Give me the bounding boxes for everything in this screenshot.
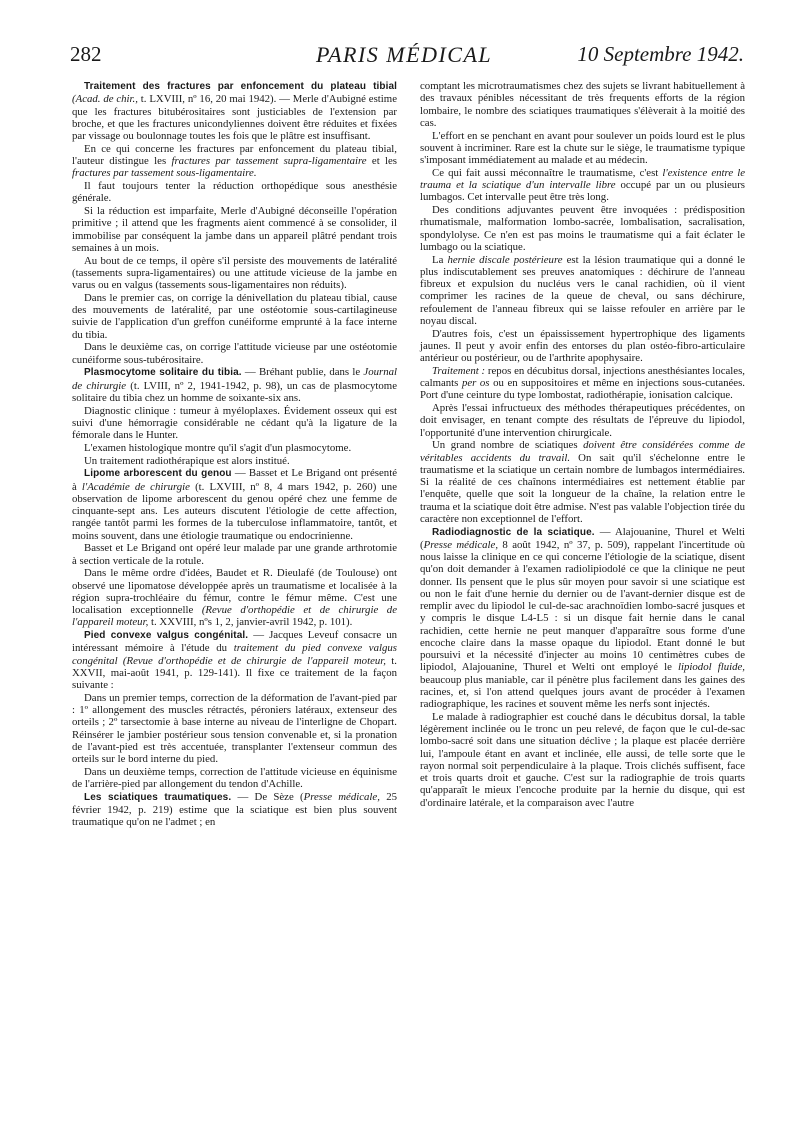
paragraph-text: Dans le deuxième cas, on corrige l'attitude vicieuse par une ostéotomie cunéiforme sous-tubérositaire. [72,341,397,366]
paragraph-text: Dans le même ordre d'idées, Baudet et R. Dieulafé (de Toulouse) ont observé une lipomatose développée après un traumatisme et localisée à la région suprа-trochléaire du fémur, contre le fémur même. C'est une localisation exceptionnelle [72,567,397,616]
paragraph [420,204,745,253]
paragraph [420,80,745,129]
section-heading: Pied convexe valgus congénital. [84,630,249,641]
paragraph [72,692,397,766]
paragraph [72,80,397,142]
paragraph-text: est la lésion traumatique qui a donné le plus indiscutablement ses preuves anatomiques : déchirure de l'anneau fibreux et expulsion du nucléus vers le canal rachidien, où il vient comprimer les racines de la queue de cheval, ou sans déchirure, refoulement de l'anneau fibreux qui se laisse refouler en arrière par le noyau discal. [420,253,745,327]
italic-text: (Revue d'orthopédie et de chirurgie de l'appareil moteur, [72,604,397,629]
journal-title: PARIS MÉDICAL [316,42,493,67]
paragraph-text: Dans un premier temps, correction de la déformation de l'avant-pied par : 1º allongement des muscles rétractés, péroniers latéraux, extenseur des orteils ; 2º tarsectomie à base interne au niveau de l'interligne de Chopart. Réinsérer le jambier postérieur sous tension convenable et, si la pronation de l'avant-pied est très accentuée, transplanter l'extenseur commun des orteils sur le bord interne du pied. [72,691,397,765]
paragraph-text: Dans le premier cas, on corrige la dénivellation du plateau tibial, cause des mouvements de latéralité, par une ostéotomie sous-cartilagineuse suivie de l'application d'un greffon cunéiforme emprunté à la face interne du tibia. [72,291,397,341]
paragraph-text: Il faut toujours tenter la réduction orthopédique sous anesthésie générale. [72,180,397,205]
paragraph-text: L'effort en se penchant en avant pour soulever un poids lourd est le plus souvent à incriminer. Rare est la chute sur le siège, le traumatisme typique s'imposant immédiatement au malade et au médecin. [420,129,745,166]
paragraph [72,467,397,542]
paragraph [72,180,397,205]
paragraph-text: Diagnostic clinique : tumeur à myéloplaxes. Évidement osseux qui est suivi d'une hémorragie considérable ne cédant qu'à la ligature de la fémorale dans le Hunter. [72,404,397,441]
paragraph-text: Si la réduction est imparfaite, Merle d'Aubigné déconseille l'opération primitive ; il attend que les fragments aient commencé à se consolider, il immobilise par conséquent la jambe dans un appareil plâtré pendant trois semaines à un mois. [72,205,397,254]
paragraph-text: — Basset et Le Brigand ont présenté à [72,467,397,493]
paragraph-text: t. XXVII, mai-août 1941, p. 129-141). Il fixe ce traitement de la façon suivante : [72,654,397,691]
left-column [72,80,397,829]
paragraph [72,766,397,791]
paragraph-text: (t. LXVIII, nº 8, 4 mars 1942, p. 260) une observation de lipome arborescent du genou opéré chez une femme de cinquante-sept ans. Les auteurs discutent l'étiologie de cette affection, rangée tantôt parmi les formes de la tuberculose inflammatoire, tantôt, et moins souvent, dans une étiologie traumatique ou endocrinienne. [72,480,397,542]
citation-source: l'Académie de chirurgie [81,480,190,493]
paragraph-text: Au bout de ce temps, il opère s'il persiste des mouvements de latéralité (tassements supra-ligamentaires) ou une attitude vicieuse de la jambe en varus ou en valgus (tassements sous-ligamentaires non réduits). [72,254,397,291]
paragraph [72,143,397,180]
paragraph [420,167,745,204]
paragraph [420,526,745,711]
paragraph [72,542,397,567]
paragraph-text: Dans un deuxième temps, correction de l'attitude vicieuse en équinisme de l'arrière-pied par allongement du tendon d'Achille. [72,765,397,790]
paragraph-text: t. LXVIII, nº 16, 20 mai 1942). — Merle d'Aubigné estime que les fractures bitubérositaires sont justiciables de l'extension par broche, et que les fractures unicondyliennes doivent être réduites et fixées par vissage ou boulonnage toutes les fois que le plâtre est insuffisant. [72,93,397,142]
paragraph-text: — Alajouanine, Thurel et Welti ( [420,525,745,551]
section-heading: Les sciatiques traumatiques. [84,791,232,803]
paragraph [420,439,745,525]
paragraph-text: — De Sèze ( [231,790,304,803]
paragraph-text: L'examen histologique montre qu'il s'agit d'un plasmocytome. [84,441,352,454]
paragraph [420,402,745,439]
issue-date: 10 Septembre 1942. [577,42,744,66]
paragraph-text: On sait qu'il s'échelonne entre le traumatisme et la sciatique un certain nombre de lumbagos intermédiaires. Si la réalité de ces chaînons intermédiaires est nettement établie par l'enquête, quelle que soit la longueur de la chaîne, la relation entre le trauma et la sciatique doit être admise. N'est pas valable l'objection tirée du caractère non exceptionnel de l'effort. [420,451,746,525]
paragraph-text: 25 février 1942, p. 219) estime que la sciatique est bien plus souvent traumatique qu'on ne l'admet ; en [72,790,397,829]
paragraph-text: Après l'essai infructueux des méthodes thérapeutiques précédentes, on doit envisager, en tenant compte des résultats de l'épreuve du lipiodol, l'opportunité d'une intervention chirurgicale. [420,402,745,439]
paragraph [72,292,397,341]
citation-source: Presse médicale, [423,538,499,551]
paragraph-text: En ce qui concerne les fractures par enfoncement du plateau tibial, l'auteur distingue les [72,142,397,167]
citation-source: traitement du pied convexe valgus congénital (Revue d'orthopédie et de chirurgie de l'appareil moteur, [72,642,397,667]
paragraph-text: occupé par un ou plusieurs lumbagos. Cet intervalle peut être très long. [420,179,745,204]
paragraph [72,341,397,366]
paragraph [72,791,397,829]
paragraph [72,567,397,628]
paragraph-text: Basset et Le Brigand ont opéré leur malade par une grande arthrotomie à section verticale de la rotule. [72,542,397,567]
paragraph [420,130,745,167]
paragraph-text: La [432,253,448,266]
paragraph-text: — Jacques Leveuf consacre un intéressant mémoire à l'étude du [72,629,397,655]
citation-source: Journal de chirurgie [72,366,397,392]
italic-text: fractures par tassement supra-ligamentaire [171,155,367,167]
paragraph-text: ou en suppositoires et même en injections sous-cutanées. Port d'une ceinture du type lombostat, radiothérapie, ionisation calcique. [420,377,745,402]
right-column [420,80,745,809]
citation-source: Presse médicale, [303,790,380,803]
paragraph [72,405,397,442]
section-heading: Radiodiagnostic de la sciatique. [432,526,595,538]
italic-text: per os [461,377,490,389]
paragraph-text: Un grand nombre de sciatiques [432,439,584,452]
paragraph-text: Ce qui fait aussi méconnaître le traumatisme, c'est [432,166,663,179]
italic-text: fractures par tassement sous-ligamentaire. [72,167,257,180]
paragraph-text: et les [366,155,398,167]
paragraph [420,254,745,328]
section-heading: Traitement des fractures par enfoncement du plateau tibial [84,81,397,92]
citation-source: (Acad. de chir., [72,93,138,106]
page-header [70,42,744,68]
paragraph [72,455,397,467]
paragraph [420,711,745,809]
paragraph-text: — Bréhant publie, dans le [241,366,364,379]
section-heading: Plasmocytome solitaire du tibia. [84,367,242,379]
paragraph [72,366,397,404]
paragraph [72,629,397,691]
paragraph [72,205,397,254]
paragraph-text: comptant les microtraumatismes chez des sujets se livrant habituellement à des travaux pénibles nécessitant de très frequents efforts de la région lombaire, le nombre des sciatiques traumatiques s'élèverait à la moitié des cas. [420,80,745,129]
paragraph-text: repos en décubitus dorsal, injections anesthésiantes locales, calmants [420,364,745,389]
paragraph-text: D'autres fois, c'est un épaississement hypertrophique des ligaments jaunes. Il peut y avoir enfin des entorses du plan ostéo-fibro-articulaire antérieur ou postérieur, ou de l'arthrite apophysaire. [420,327,745,364]
paragraph-text: 8 août 1942, nº 37, p. 509), rappelant l'incertitude où nous laisse la clinique en ce qui concerne l'étiologie de la sciatique, disent qu'on doit demander à l'examen radiolipiodolé ce que la clinique ne peut donner. Ils pensent que le plus sûr moyen pour savoir si une sciatique est ou non le fait d'une hernie du dernier ou de l'avant-dernier disque est de remplir avec du lipiodol le cul-de-sac arachnoïdien lombo-sacré jusques et y compris le disque L4-L5 : si un disque fait hernie dans le canal rachidien, cette hernie ne peut manquer d'apparaître sous forme d'une encoche claire dans la masse opaque du lipiodol. Etant donné le but poursuivi et la nécessité d'injecter au moins 10 centimètres cubes de lipiodol, Alajouanine, Thurel et Welti ont employé le [420,538,745,674]
italic-text: doivent être considérées comme de véritables accidents du travail. [420,439,745,464]
italic-text: l'existence entre le trauma et la sciatique d'un intervalle libre [420,166,746,191]
paragraph [72,255,397,292]
paragraph-text: Des conditions adjuvantes peuvent être invoquées : prédisposition rhumatismale, malformation lombo-sacrée, lombalisation, sacralisation, spondylolyse. Ce n'en est pas moins le traumatisme qui a fait éclater le lumbago ou la sciatique. [420,204,745,253]
paragraph-text: Un traitement radiothérapique est alors institué. [84,454,290,467]
paragraph-text: t. XXVIII, nºs 1, 2, janvier-avril 1942, p. 101). [148,616,353,629]
paragraph-text: Le malade à radiographier est couché dans le décubitus dorsal, la table légèrement inclinée ou le tronc un peu relevé, de façon que le cul-de-sac lombo-sacré soit dans une situation déclive ; la plaque est placée derrière lui, l'ampoule étant en avant et inclinée, elle aussi, de telle sorte que le rayon normal soit perpendiculaire à la plaque. Trois clichés suffisent, face et trois quarts droit et gauche. C'est sur la radiographie de trois quarts qu'apparaît le mieux l'encoche produite par la hernie du disque, qui est d'ordinaire latérale, et la comparaison avec l'autre [420,710,745,809]
italic-term: lipiodol fluide, [678,661,745,674]
paragraph [420,328,745,365]
italic-text: Traitement : [432,364,486,377]
section-heading: Lipome arborescent du genou [84,468,232,480]
paragraph-text: (t. LVIII, nº 2, 1941-1942, p. 98), un cas de plasmocytome solitaire du tibia chez un homme de soixante-six ans. [72,379,397,404]
page-number: 282 [70,42,102,66]
italic-text: hernie discale postérieure [447,253,563,266]
paragraph-text: beaucoup plus maniable, car il pénètre plus facilement dans les gaines des racines, et, si l'on attend quelques jours avant de procéder à l'examen radiographique, les racines et souvent même les nerfs sont injectés. [420,673,745,710]
paragraph [72,442,397,454]
paragraph [420,365,745,402]
